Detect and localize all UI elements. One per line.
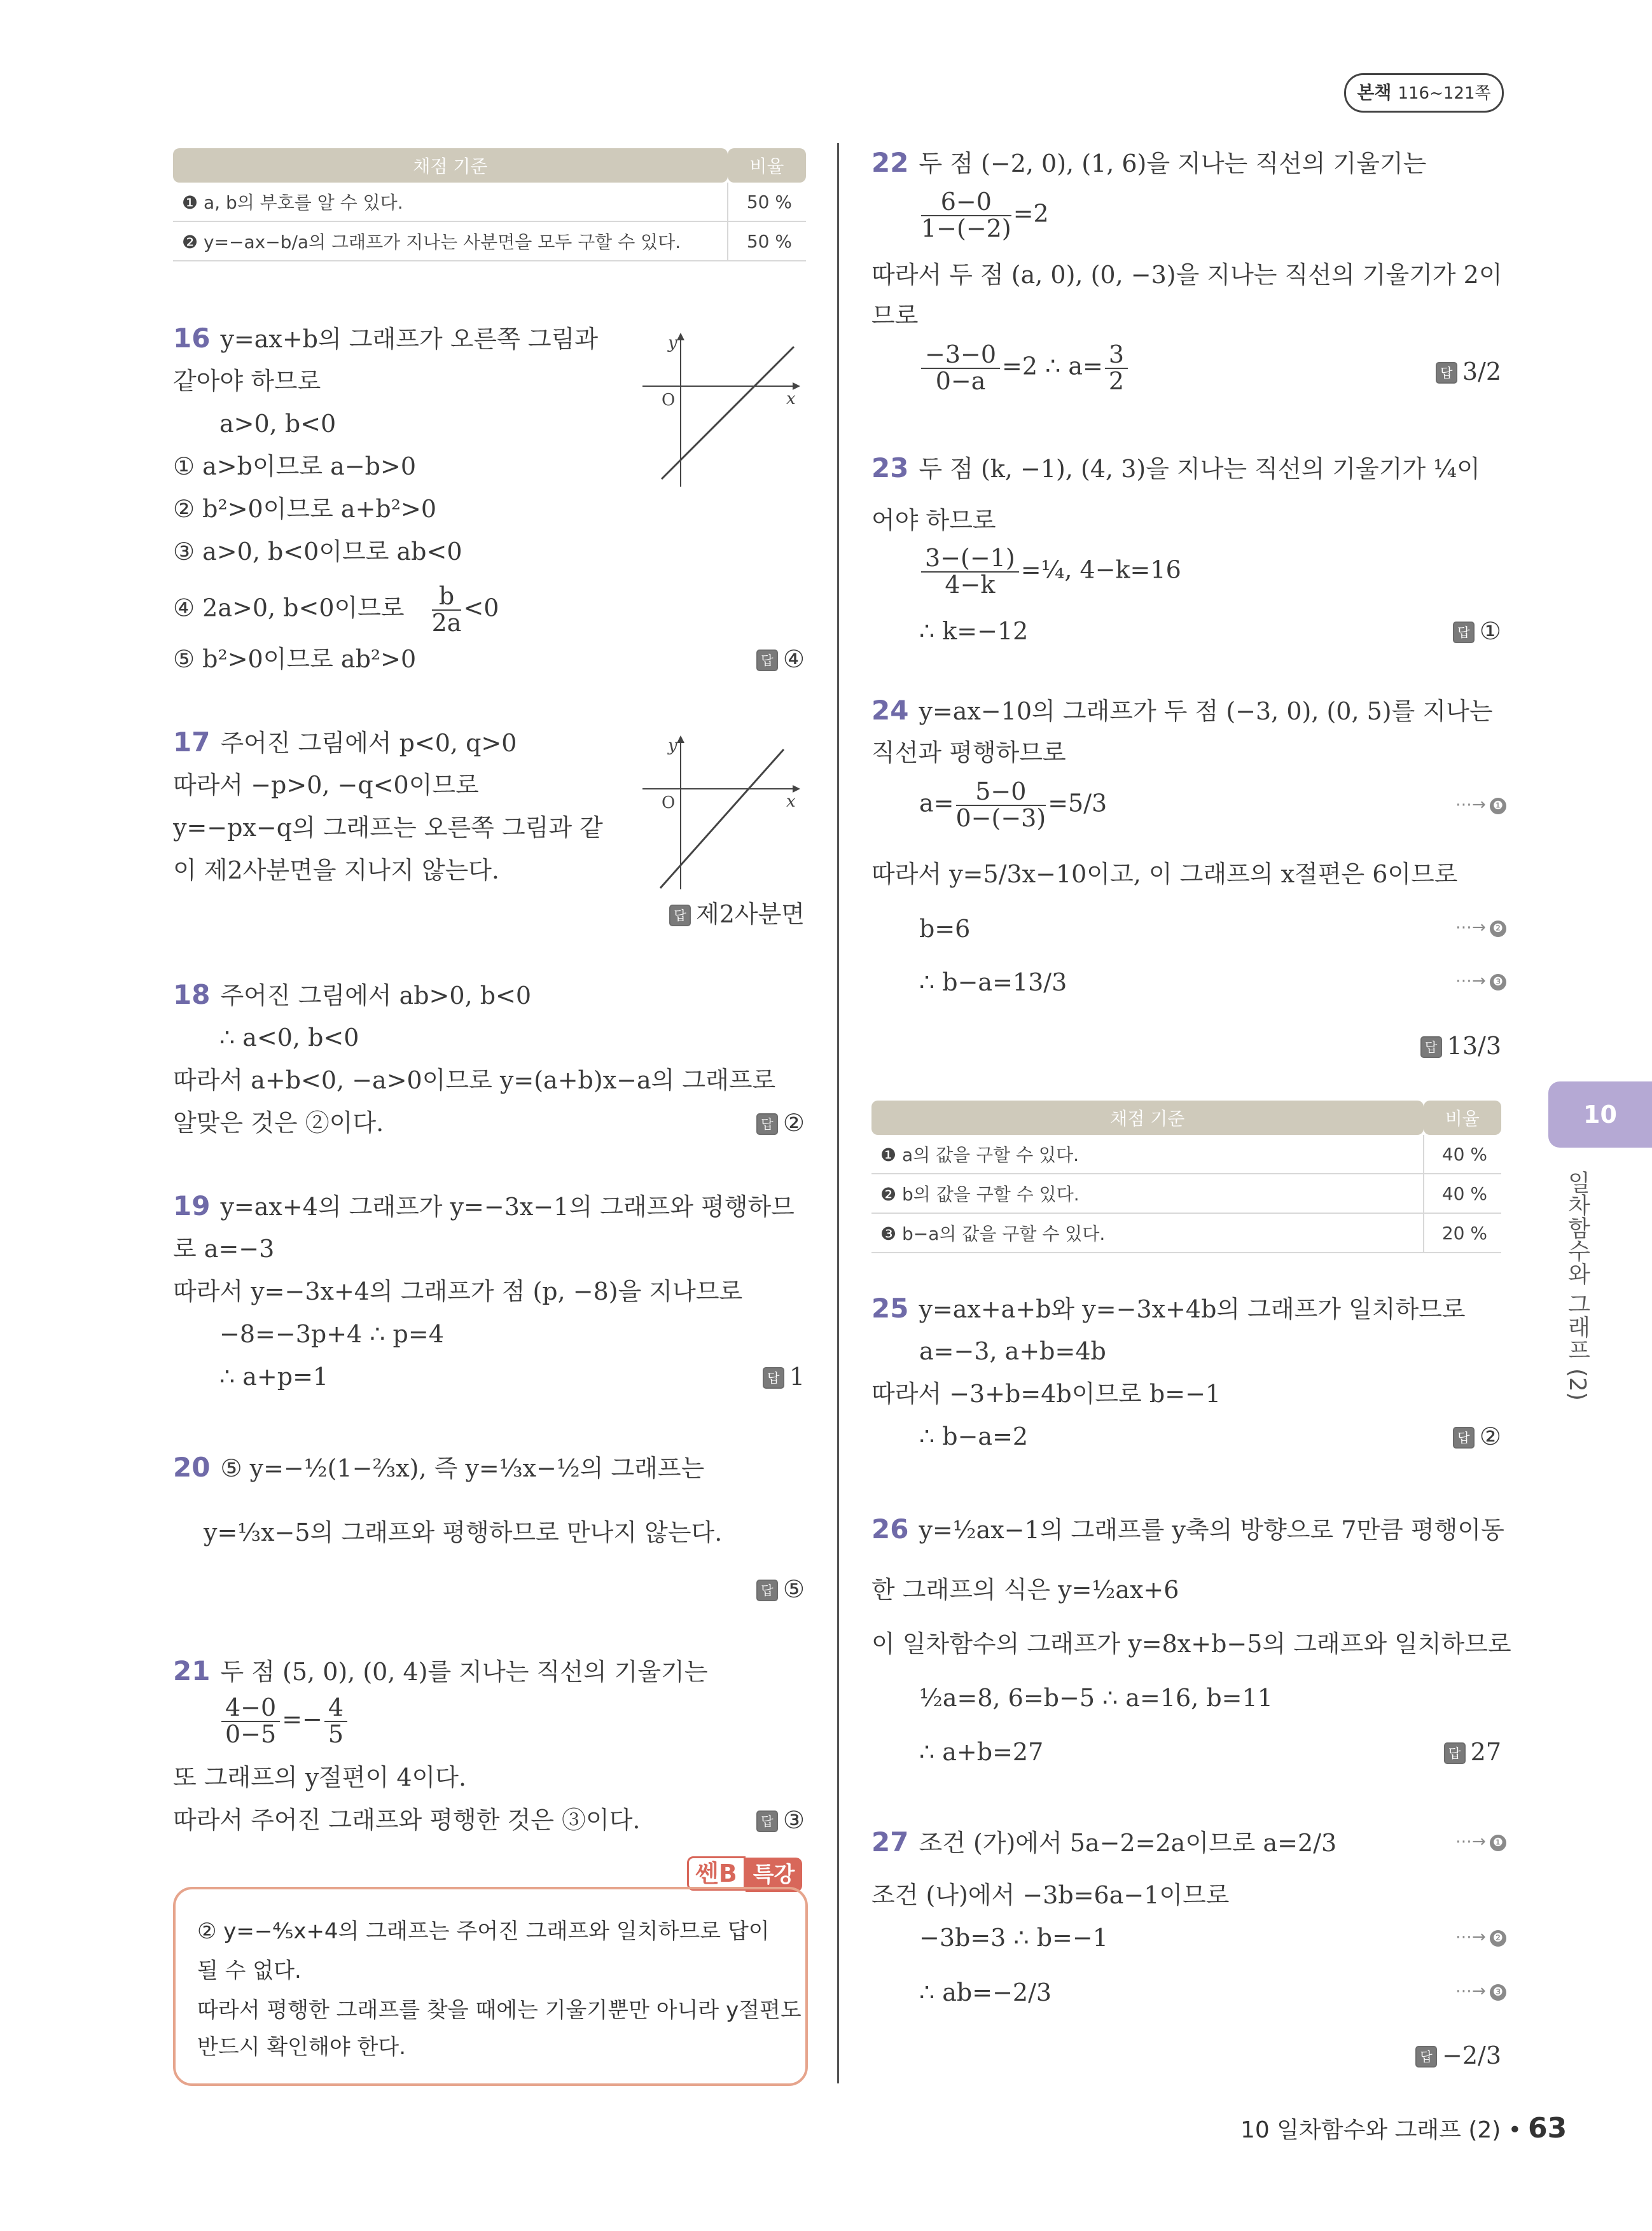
footer-bullet: •	[1508, 2117, 1522, 2143]
text: 주어진 그림에서 p<0, q>0	[220, 729, 517, 757]
table-row	[871, 1174, 1501, 1213]
answer-icon: 답	[756, 1113, 778, 1135]
problem-22-line-1	[871, 148, 1426, 179]
special-line-3: 따라서 평행한 그래프를 찾을 때에는 기울기뿐만 아니라 y절편도	[197, 1998, 802, 2023]
problem-25-line-1	[871, 1293, 1466, 1324]
text: y=ax+4의 그래프가 y=−3x−1의 그래프와 평행하므	[220, 1193, 795, 1221]
problem-number: 20	[173, 1452, 211, 1483]
criteria-header: 채점 기준	[871, 1101, 1424, 1135]
answer-26	[1399, 1737, 1501, 1767]
page-footer	[1240, 2112, 1567, 2144]
problem-17-line-4: 이 제2사분면을 지나지 않는다.	[173, 856, 499, 884]
problem-16-line-6: ③ a>0, b<0이므로 ab<0	[173, 538, 462, 566]
problem-24-line-2: 직선과 평행하므로	[871, 739, 1066, 767]
numerator: 6−0	[921, 190, 1011, 216]
chapter-tab[interactable]: 10	[1548, 1081, 1652, 1148]
answer-19	[700, 1361, 805, 1392]
criteria-cell: ❶ a, b의 부호를 알 수 있다.	[173, 183, 728, 221]
arrow: ⋯→	[1455, 918, 1486, 937]
grading-table-24	[871, 1101, 1501, 1253]
text: 두 점 (−2, 0), (1, 6)을 지나는 직선의 기울기는	[919, 149, 1427, 177]
problem-19-line-5: ∴ a+p=1	[219, 1363, 329, 1391]
arrow: ⋯→	[1455, 971, 1486, 990]
fraction	[221, 1695, 280, 1748]
step-badge: ❶	[1490, 798, 1506, 814]
problem-21-line-2	[219, 1695, 349, 1748]
grading-table-15	[173, 148, 806, 261]
problem-number: 24	[871, 695, 909, 726]
problem-24-line-3	[919, 779, 1107, 831]
text: 두 점 (5, 0), (0, 4)를 지나는 직선의 기울기는	[220, 1658, 708, 1686]
text: =¼, 4−k=16	[1020, 555, 1181, 584]
criteria-header: 채점 기준	[173, 148, 728, 183]
problem-number: 19	[173, 1190, 211, 1221]
arrow: ⋯→	[1455, 1982, 1486, 2001]
graph-17	[636, 730, 808, 896]
criteria-cell: ❶ a의 값을 구할 수 있다.	[871, 1135, 1424, 1174]
problem-24-line-6: ∴ b−a=13/3	[919, 968, 1067, 996]
denominator: 5	[328, 1720, 344, 1748]
text: =2 ∴ a=	[1002, 352, 1103, 380]
answer-27	[1387, 2040, 1501, 2071]
denominator: 2	[1108, 366, 1125, 395]
fraction	[921, 190, 1011, 242]
text: ④ 2a>0, b<0이므로	[173, 594, 405, 622]
numerator: 4	[324, 1695, 347, 1722]
answer-20	[700, 1574, 805, 1604]
problem-16-line-5: ② b²>0이므로 a+b²>0	[173, 495, 436, 523]
ratio-cell: 20 %	[1424, 1213, 1502, 1253]
problem-27-line-4: ∴ ab=−2/3	[919, 1978, 1052, 2006]
problem-17-line-2: 따라서 −p>0, −q<0이므로	[173, 771, 479, 799]
problem-17-line-3: y=−px−q의 그래프는 오른쪽 그림과 같	[173, 814, 603, 842]
problem-16-line-1	[173, 323, 598, 354]
answer-icon: 답	[1420, 1036, 1442, 1058]
text: =2	[1013, 199, 1049, 228]
text: 주어진 그림에서 ab>0, b<0	[220, 982, 532, 1010]
origin-label: O	[662, 391, 676, 410]
text: y=ax−10의 그래프가 두 점 (−3, 0), (0, 5)를 지나는	[919, 697, 1493, 725]
step-badge: ❷	[1490, 921, 1506, 937]
text: =5/3	[1048, 789, 1107, 817]
answer-icon: 답	[1444, 1742, 1466, 1764]
step-badge: ❷	[1490, 1930, 1506, 1947]
answer-icon: 답	[1436, 362, 1457, 384]
problem-23-line-1	[871, 453, 1480, 484]
answer-16	[700, 644, 805, 674]
problem-21-line-3: 또 그래프의 y절편이 4이다.	[173, 1763, 467, 1791]
answer-18	[700, 1108, 805, 1138]
page-range: 116~121쪽	[1398, 84, 1491, 103]
problem-25-line-4: ∴ b−a=2	[919, 1422, 1029, 1450]
special-line-4: 반드시 확인해야 한다.	[197, 2034, 406, 2060]
problem-19-line-1	[173, 1191, 795, 1222]
y-axis-label: y	[668, 333, 677, 352]
answer-value: 1	[789, 1363, 805, 1391]
problem-23-line-4: ∴ k=−12	[919, 617, 1029, 645]
ratio-cell: 40 %	[1424, 1174, 1502, 1213]
problem-21-line-1	[173, 1656, 708, 1687]
numerator: 3	[1105, 342, 1128, 369]
ratio-cell: 50 %	[728, 221, 806, 261]
step-badge: ❸	[1490, 1984, 1506, 2001]
step-marker-1	[1455, 795, 1506, 814]
answer-25	[1399, 1421, 1501, 1452]
answer-icon: 답	[756, 1580, 778, 1601]
denominator: 0−5	[225, 1720, 277, 1748]
special-line-1: ② y=−⁴⁄₅x+4의 그래프는 주어진 그래프와 일치하므로 답이	[197, 1919, 770, 1944]
step-marker-3	[1455, 971, 1506, 990]
step-marker-3	[1455, 1982, 1506, 2001]
book-page-reference	[1344, 73, 1504, 113]
step-marker-1	[1455, 1832, 1506, 1851]
table-row	[871, 1135, 1501, 1174]
problem-17-line-1	[173, 727, 517, 758]
step-marker-2	[1455, 1928, 1506, 1947]
problem-16-line-3: a>0, b<0	[219, 410, 337, 438]
numerator: b	[432, 584, 462, 611]
problem-number: 27	[871, 1826, 909, 1858]
answer-24	[1387, 1031, 1501, 1061]
ratio-header: 비율	[728, 148, 806, 183]
answer-17	[636, 899, 805, 929]
tag-brand: 쎈B	[687, 1856, 746, 1891]
criteria-cell: ❷ b의 값을 구할 수 있다.	[871, 1174, 1424, 1213]
text: 조건 (가)에서 5a−2=2a이므로 a=2/3	[919, 1829, 1337, 1857]
problem-number: 22	[871, 147, 909, 178]
tag-label: 특강	[746, 1858, 803, 1892]
arrow: ⋯→	[1455, 795, 1486, 814]
denominator: 2a	[431, 608, 462, 637]
fraction	[921, 342, 1000, 394]
problem-26-line-3: 이 일차함수의 그래프가 y=8x+b−5의 그래프와 일치하므로	[871, 1630, 1511, 1658]
problem-27-line-1	[871, 1827, 1336, 1858]
answer-value: ⑤	[782, 1575, 805, 1603]
answer-value: ①	[1479, 617, 1501, 645]
problem-19-line-2: 로 a=−3	[173, 1235, 275, 1263]
ratio-cell: 50 %	[728, 183, 806, 221]
step-badge: ❸	[1490, 974, 1506, 990]
problem-24-line-4: 따라서 y=5/3x−10이고, 이 그래프의 x절편은 6이므로	[871, 860, 1458, 888]
ratio-header: 비율	[1424, 1101, 1502, 1135]
x-axis-label: x	[786, 389, 796, 408]
column-divider	[837, 143, 839, 2083]
answer-23	[1399, 616, 1501, 646]
problem-18-line-2: ∴ a<0, b<0	[219, 1024, 359, 1052]
problem-23-line-2: 어야 하므로	[871, 506, 996, 534]
answer-value: ③	[782, 1806, 805, 1834]
problem-27-line-2: 조건 (나)에서 −3b=6a−1이므로	[871, 1881, 1230, 1909]
problem-26-line-2: 한 그래프의 식은 y=½ax+6	[871, 1576, 1179, 1604]
page-number: 63	[1528, 2112, 1567, 2144]
footer-chapter: 10 일차함수와 그래프 (2)	[1240, 2117, 1501, 2143]
problem-number: 23	[871, 452, 909, 483]
problem-18-line-4: 알맞은 것은 ②이다.	[173, 1109, 384, 1137]
problem-number: 26	[871, 1513, 909, 1545]
problem-16-line-7	[173, 584, 499, 636]
problem-27-line-3: −3b=3 ∴ b=−1	[919, 1924, 1108, 1952]
answer-icon: 답	[756, 650, 778, 671]
text: ⑤ y=−½(1−⅔x), 즉 y=⅓x−½의 그래프는	[220, 1454, 705, 1482]
answer-icon: 답	[763, 1367, 784, 1389]
numerator: 5−0	[956, 779, 1046, 806]
origin-label: O	[662, 793, 676, 812]
problem-24-line-1	[871, 695, 1493, 726]
problem-22-line-2	[919, 190, 1049, 242]
problem-number: 18	[173, 979, 211, 1010]
book-label: 본책	[1357, 82, 1392, 103]
answer-icon: 답	[669, 905, 691, 926]
denominator: 4−k	[945, 570, 996, 599]
text: =−	[282, 1705, 323, 1734]
ratio-cell: 40 %	[1424, 1135, 1502, 1174]
problem-26-line-5: ∴ a+b=27	[919, 1738, 1044, 1766]
problem-number: 21	[173, 1655, 211, 1686]
table-row	[173, 221, 806, 261]
answer-value: ④	[782, 645, 805, 673]
step-badge: ❶	[1490, 1835, 1506, 1851]
text: y=½ax−1의 그래프를 y축의 방향으로 7만큼 평행이동	[919, 1516, 1504, 1544]
text: y=ax+b의 그래프가 오른쪽 그림과	[220, 325, 599, 353]
text: a=	[919, 789, 954, 817]
special-lecture-tag	[687, 1856, 802, 1891]
answer-value: ②	[1479, 1422, 1501, 1450]
denominator: 0−(−3)	[955, 803, 1046, 832]
answer-21	[700, 1805, 805, 1835]
problem-22-line-3: 따라서 두 점 (a, 0), (0, −3)을 지나는 직선의 기울기가 2이	[871, 261, 1503, 289]
x-axis-label: x	[786, 792, 796, 811]
chapter-side-label: 일차함수와 그래프 (2)	[1564, 1171, 1590, 1401]
answer-22	[1399, 356, 1501, 387]
problem-22-line-5	[919, 342, 1130, 394]
table-row	[871, 1213, 1501, 1253]
problem-23-line-3	[919, 546, 1181, 598]
answer-icon: 답	[756, 1811, 778, 1832]
fraction	[324, 1695, 347, 1748]
text: y=ax+a+b와 y=−3x+4b의 그래프가 일치하므로	[919, 1295, 1466, 1323]
problem-number: 17	[173, 726, 211, 758]
problem-number: 25	[871, 1293, 909, 1324]
problem-26-line-4: ½a=8, 6=b−5 ∴ a=16, b=11	[919, 1684, 1273, 1712]
problem-20-line-1	[173, 1452, 704, 1484]
fraction	[921, 546, 1019, 598]
answer-icon: 답	[1453, 622, 1475, 643]
answer-value: 27	[1470, 1738, 1501, 1766]
problem-16-line-8: ⑤ b²>0이므로 ab²>0	[173, 645, 417, 673]
criteria-cell: ❷ y=−ax−b/a의 그래프가 지나는 사분면을 모두 구할 수 있다.	[173, 221, 728, 261]
numerator: 3−(−1)	[921, 546, 1019, 573]
y-axis-label: y	[668, 736, 677, 755]
arrow: ⋯→	[1455, 1928, 1486, 1947]
fraction	[432, 584, 462, 636]
numerator: −3−0	[921, 342, 1000, 369]
answer-value: 3/2	[1462, 358, 1501, 386]
fraction	[1105, 342, 1128, 394]
problem-22-line-4: 므로	[871, 302, 919, 330]
problem-20-line-2: y=⅓x−5의 그래프와 평행하므로 만나지 않는다.	[204, 1519, 723, 1546]
problem-24-line-5: b=6	[919, 915, 971, 943]
problem-25-line-2: a=−3, a+b=4b	[919, 1337, 1106, 1365]
problem-18-line-1	[173, 980, 531, 1011]
denominator: 1−(−2)	[921, 214, 1011, 242]
problem-number: 16	[173, 323, 211, 354]
problem-19-line-3: 따라서 y=−3x+4의 그래프가 점 (p, −8)을 지나므로	[173, 1277, 743, 1305]
text: <0	[463, 594, 499, 622]
step-marker-2	[1455, 918, 1506, 937]
problem-18-line-3: 따라서 a+b<0, −a>0이므로 y=(a+b)x−a의 그래프로	[173, 1066, 776, 1094]
answer-icon: 답	[1453, 1427, 1475, 1449]
special-line-2: 될 수 없다.	[197, 1958, 302, 1984]
problem-21-line-4: 따라서 주어진 그래프와 평행한 것은 ③이다.	[173, 1806, 641, 1834]
problem-25-line-3: 따라서 −3+b=4b이므로 b=−1	[871, 1380, 1221, 1408]
problem-26-line-1	[871, 1514, 1504, 1545]
answer-value: ②	[782, 1109, 805, 1137]
graph-16	[636, 328, 808, 493]
problem-16-line-2: 같아야 하므로	[173, 367, 321, 395]
arrow: ⋯→	[1455, 1832, 1486, 1851]
denominator: 0−a	[935, 366, 986, 395]
table-row	[173, 183, 806, 221]
text: 두 점 (k, −1), (4, 3)을 지나는 직선의 기울기가 ¼이	[919, 455, 1480, 483]
answer-value: 13/3	[1447, 1032, 1501, 1060]
problem-19-line-4: −8=−3p+4 ∴ p=4	[219, 1320, 444, 1348]
fraction	[956, 779, 1046, 831]
numerator: 4−0	[221, 1695, 280, 1722]
problem-16-line-4: ① a>b이므로 a−b>0	[173, 452, 417, 480]
answer-value: −2/3	[1442, 2041, 1501, 2069]
answer-icon: 답	[1415, 2046, 1437, 2068]
criteria-cell: ❸ b−a의 값을 구할 수 있다.	[871, 1213, 1424, 1253]
answer-value: 제2사분면	[695, 900, 805, 928]
